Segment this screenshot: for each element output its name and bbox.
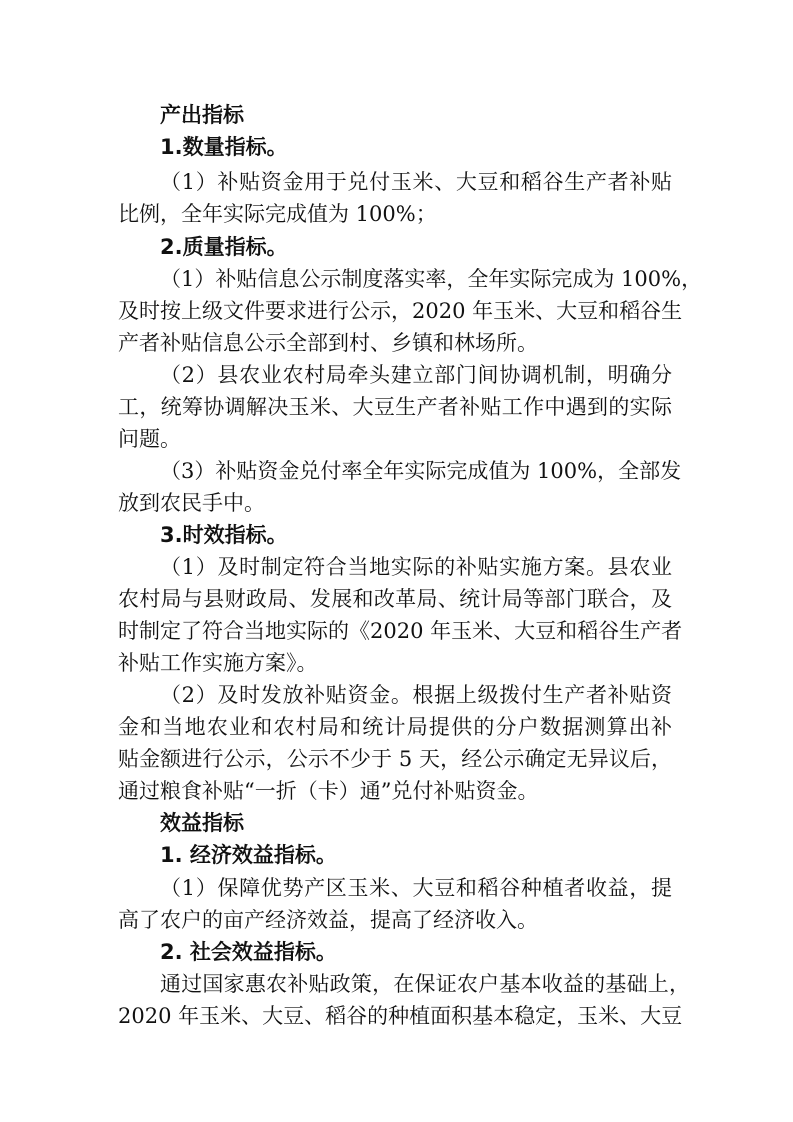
subheading-quantity: 1.数量指标。: [160, 135, 288, 159]
subheading-timeliness: 3.时效指标。: [160, 523, 288, 547]
section-heading-output-indicators: 产出指标: [160, 103, 244, 127]
subheading-social-benefit: 2. 社会效益指标。: [160, 940, 337, 964]
paragraph-line: （3）补贴资金兑付率全年实际完成值为 100%，全部发: [160, 459, 682, 483]
paragraph-line: 2020 年玉米、大豆、稻谷的种植面积基本稳定，玉米、大豆: [118, 1004, 683, 1028]
paragraph-line: 农村局与县财政局、发展和改革局、统计局等部门联合，及: [118, 587, 672, 611]
paragraph-line: 工，统筹协调解决玉米、大豆生产者补贴工作中遇到的实际: [118, 395, 672, 419]
subheading-quality: 2.质量指标。: [160, 235, 288, 259]
paragraph-line: 通过国家惠农补贴政策，在保证农户基本收益的基础上，: [160, 972, 690, 996]
paragraph-line: （1）保障优势产区玉米、大豆和稻谷种植者收益，提: [160, 876, 672, 900]
paragraph-line: 放到农民手中。: [118, 491, 265, 515]
paragraph-line: 比例，全年实际完成值为 100%；: [118, 202, 437, 226]
subheading-economic-benefit: 1. 经济效益指标。: [160, 843, 337, 867]
paragraph-line: 问题。: [118, 427, 181, 451]
paragraph-line: 高了农户的亩产经济效益，提高了经济收入。: [118, 908, 538, 932]
paragraph-line: 及时按上级文件要求进行公示，2020 年玉米、大豆和稻谷生: [118, 299, 683, 323]
paragraph-line: 金和当地农业和农村局和统计局提供的分户数据测算出补: [118, 715, 672, 739]
paragraph-line: （1）及时制定符合当地实际的补贴实施方案。县农业: [160, 555, 672, 579]
paragraph-line: 通过粮食补贴“一折（卡）通”兑付补贴资金。: [118, 779, 539, 803]
section-heading-benefit-indicators: 效益指标: [160, 811, 244, 835]
paragraph-line: 贴金额进行公示，公示不少于 5 天，经公示确定无异议后，: [118, 747, 672, 771]
paragraph-line: （1）补贴信息公示制度落实率，全年实际完成为 100%，: [160, 267, 703, 291]
paragraph-line: 产者补贴信息公示全部到村、乡镇和林场所。: [118, 331, 538, 355]
paragraph-line: 补贴工作实施方案》。: [118, 651, 318, 675]
paragraph-line: 时制定了符合当地实际的《2020 年玉米、大豆和稻谷生产者: [118, 619, 683, 643]
paragraph-line: （2）及时发放补贴资金。根据上级拨付生产者补贴资: [160, 683, 672, 707]
paragraph-line: （1）补贴资金用于兑付玉米、大豆和稻谷生产者补贴: [160, 170, 672, 194]
paragraph-line: （2）县农业农村局牵头建立部门间协调机制，明确分: [160, 363, 672, 387]
